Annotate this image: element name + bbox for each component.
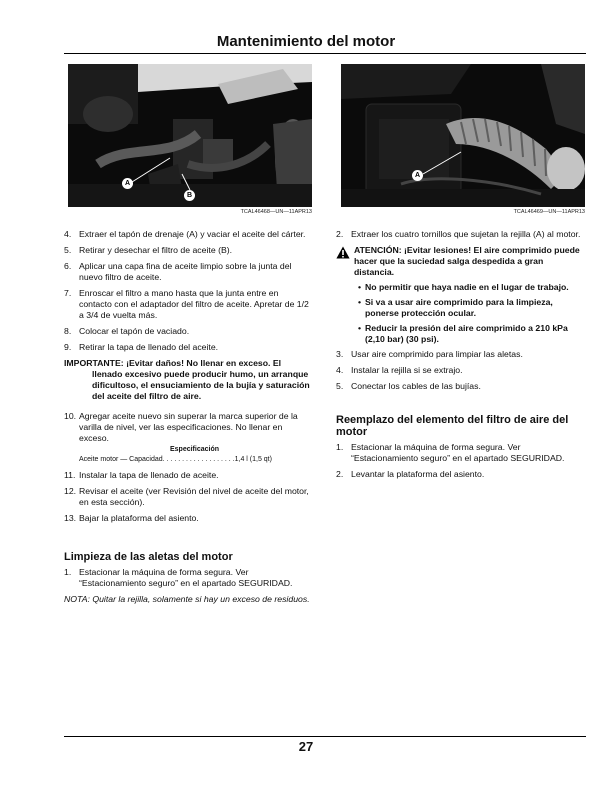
step-number: 7. [64, 288, 72, 298]
step-text: Usar aire comprimido para limpiar las aletas. [351, 349, 523, 359]
step-number: 5. [64, 245, 72, 255]
bullet-text: Reducir la presión del aire comprimido a 210 kPa (2,10 bar) (30 psi). [365, 323, 568, 344]
list-item [336, 365, 582, 376]
step-number: 5. [336, 381, 344, 391]
list-item [64, 411, 310, 444]
list-item [336, 349, 582, 360]
step-number: 2. [336, 469, 344, 479]
step-text: Extraer el tapón de drenaje (A) y vaciar el aceite del cárter. [79, 229, 306, 239]
spec-heading: Especificación [169, 446, 220, 453]
caution-notice [336, 245, 582, 278]
note-text: NOTA: Quitar la rejilla, solamente si hay un exceso de residuos. [64, 594, 310, 604]
step-text: Estacionar la máquina de forma segura. Ver “Estacionamiento seguro” en el apartado SEGURIDAD. [79, 567, 293, 588]
list-item [336, 229, 582, 240]
figure-caption: TCAL46468—UN—11APR13 [240, 209, 312, 215]
list-item [64, 245, 310, 256]
bullet-dot: • [357, 297, 362, 307]
step-text: Bajar la plataforma del asiento. [79, 513, 199, 523]
list-item [336, 442, 582, 464]
page-number: 27 [298, 739, 314, 754]
footer-rule [64, 736, 586, 737]
steps-list [336, 349, 582, 392]
bullet-dot: • [357, 323, 362, 333]
steps-list [336, 442, 582, 480]
bullet-item [354, 323, 582, 345]
step-number: 9. [64, 342, 72, 352]
bullet-text: No permitir que haya nadie en el lugar de trabajo. [365, 282, 569, 292]
list-item [64, 326, 310, 337]
step-number: 13. [64, 513, 77, 523]
bullet-list [336, 282, 582, 345]
callout-a: A [412, 170, 423, 181]
step-number: 8. [64, 326, 72, 336]
spec-line: Aceite motor — Capacidad. . . . . . . . . . . . . . . . . . .1,4 l (1,5 qt) [79, 456, 272, 463]
step-text: Extraer los cuatro tornillos que sujetan la rejilla (A) al motor. [351, 229, 581, 239]
step-text: Retirar y desechar el filtro de aceite (B). [79, 245, 233, 255]
step-text: Colocar el tapón de vaciado. [79, 326, 190, 336]
step-number: 12. [64, 486, 77, 496]
bullet-dot: • [357, 282, 362, 292]
step-text: Aplicar una capa fina de aceite limpio sobre la junta del nuevo filtro de aceite. [79, 261, 292, 282]
callout-b: B [184, 190, 195, 201]
step-text: Agregar aceite nuevo sin superar la marca superior de la varilla de nivel, ver las especificaciones. No llenar en exceso. [79, 411, 298, 443]
step-text: Levantar la plataforma del asiento. [351, 469, 485, 479]
list-item [64, 486, 310, 508]
step-number: 4. [64, 229, 72, 239]
step-text: Retirar la tapa de llenado del aceite. [79, 342, 219, 352]
steps-list [64, 567, 310, 589]
figure-caption: TCAL46469—UN—11APR13 [513, 209, 585, 215]
step-number: 10. [64, 411, 77, 421]
step-number: 11. [64, 470, 76, 480]
header-rule [64, 53, 586, 54]
figure-fin-screen-photo [341, 64, 585, 207]
step-text: Revisar el aceite (ver Revisión del nivel de aceite del motor, en esta sección). [79, 486, 309, 507]
list-item [336, 381, 582, 392]
step-number: 6. [64, 261, 72, 271]
caution-text: ATENCIÓN: ¡Evitar lesiones! El aire comprimido puede hacer que la suciedad salga despedida a gran distancia. [354, 245, 580, 277]
callout-a: A [122, 178, 133, 189]
step-text: Conectar los cables de las bujías. [351, 381, 481, 391]
step-text: Enroscar el filtro a mano hasta que la junta entre en contacto con el adaptador del filtro de aceite. Apretar de 1/2 a 3/4 de vuelta más. [79, 288, 309, 320]
step-number: 1. [336, 442, 344, 452]
bullet-item [354, 297, 582, 319]
step-number: 4. [336, 365, 344, 375]
step-text: Instalar la tapa de llenado de aceite. [79, 470, 219, 480]
list-item [64, 567, 310, 589]
section-heading: Reemplazo del elemento del filtro de aire del motor [336, 414, 569, 438]
warning-icon [336, 245, 354, 278]
steps-list [64, 229, 310, 353]
step-text: Estacionar la máquina de forma segura. Ver “Estacionamiento seguro” en el apartado SEGURIDAD. [351, 442, 565, 463]
list-item [64, 261, 310, 283]
list-item [336, 469, 582, 480]
step-text: Instalar la rejilla si se extrajo. [351, 365, 463, 375]
list-item [64, 342, 310, 353]
step-number: 1. [64, 567, 72, 577]
bullet-text: Si va a usar aire comprimido para la limpieza, ponerse protección ocular. [365, 297, 553, 318]
list-item [64, 470, 310, 481]
list-item [64, 288, 310, 321]
figure-oil-drain-photo [68, 64, 312, 207]
steps-list [64, 470, 310, 524]
section-heading: Limpieza de las aletas del motor [64, 551, 233, 563]
right-column [336, 229, 582, 485]
important-notice: IMPORTANTE: ¡Evitar daños! No llenar en exceso. El llenado excesivo puede producir humo, un arranque dificultoso, el ensuciamiento de la bujía y saturación del aceite del filtro de aire. [64, 358, 310, 401]
list-item [64, 513, 310, 524]
steps-list [336, 229, 582, 240]
step-number: 2. [336, 229, 344, 239]
bullet-item [354, 282, 582, 293]
left-column [64, 229, 310, 610]
list-item [64, 229, 310, 240]
step-number: 3. [336, 349, 344, 359]
page-title: Mantenimiento del motor [216, 33, 396, 50]
